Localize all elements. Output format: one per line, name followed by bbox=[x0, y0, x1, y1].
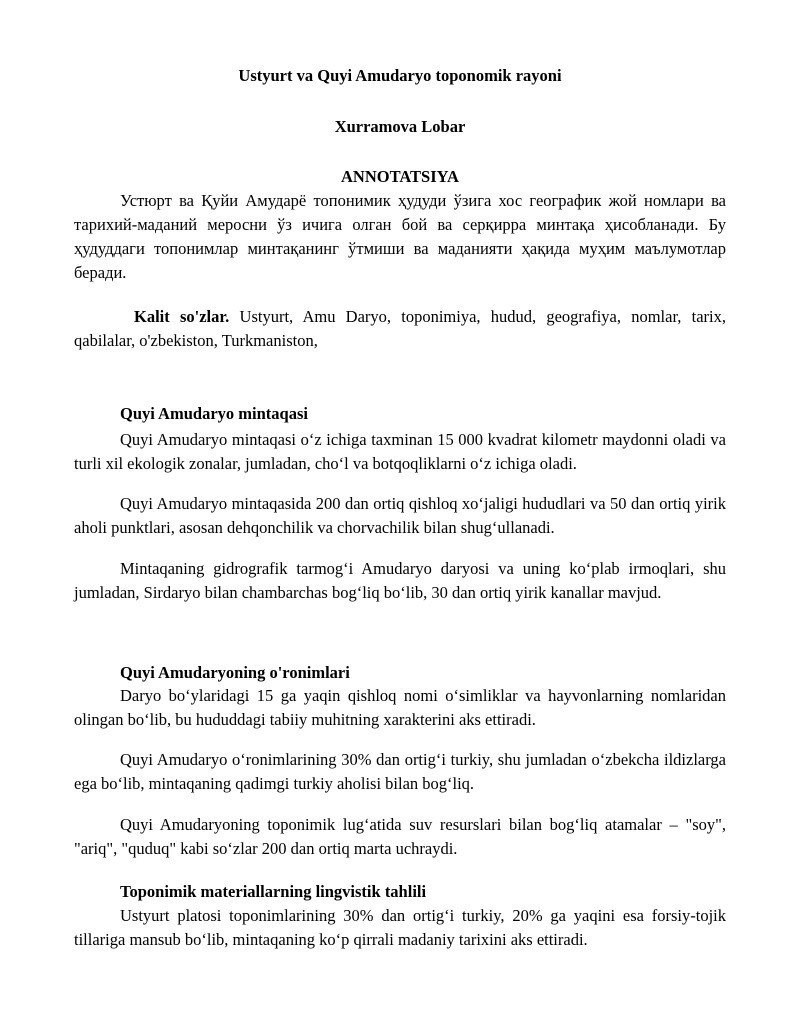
paragraph: Ustyurt platosi toponimlarining 30% dan ortig‘i turkiy, 20% ga yaqini esa forsiy-tojik tillariga mansub bo‘lib, mintaqaning ko‘p qirrali madaniy tarixini aks ettiradi. bbox=[74, 906, 726, 949]
section-heading: Toponimik materiallarning lingvistik tahlili bbox=[120, 882, 427, 901]
paragraph: Mintaqaning gidrografik tarmog‘i Amudaryo daryosi va uning ko‘plab irmoqlari, shu jumladan, Sirdaryo bilan chambarchas bog‘liq bo‘lib, 30 dan ortiq yirik kanallar mavjud. bbox=[74, 559, 726, 602]
section-heading: Quyi Amudaryo mintaqasi bbox=[120, 404, 308, 423]
paragraph: Quyi Amudaryo o‘ronimlarining 30% dan ortig‘i turkiy, shu jumladan o‘zbekcha ildizlarga ega bo‘lib, mintaqaning qadimgi turkiy aholisi bilan bog‘liq. bbox=[74, 750, 726, 793]
paragraph: Quyi Amudaryo mintaqasi o‘z ichiga taxminan 15 000 kvadrat kilometr maydonni oladi va turli xil ekologik zonalar, jumladan, cho‘l va botqoqliklarni o‘z ichiga oladi. bbox=[74, 430, 726, 473]
abstract-heading: ANNOTATSIYA bbox=[341, 167, 459, 186]
keywords-label: Kalit so'zlar. bbox=[134, 307, 230, 326]
document-title: Ustyurt va Quyi Amudaryo toponomik rayoni bbox=[238, 66, 562, 85]
author-name: Xurramova Lobar bbox=[334, 117, 466, 136]
paragraph: Daryo bo‘ylaridagi 15 ga yaqin qishloq nomi o‘simliklar va hayvonlarning nomlaridan olingan bo‘lib, bu hududdagi tabiiy muhitning xarakterini aks ettiradi. bbox=[74, 686, 726, 729]
keywords-list: Ustyurt, Amu Daryo, toponimiya, hudud, geografiya, nomlar, tarix, qabilalar, o'zbekiston, Turkmaniston, bbox=[74, 307, 726, 350]
abstract-paragraph: Устюрт ва Қуйи Амударё топонимик ҳудуди ўзига хос географик жой номлари ва тарихий-маданий меросни ўз ичига олган бой ва серқирра минтақа ҳисобланади. Бу ҳудуддаги топонимлар минтақанинг ўтмиши ва маданияти ҳақида муҳим маълумотлар беради. bbox=[74, 191, 726, 282]
keywords-paragraph bbox=[74, 305, 726, 353]
paragraph: Quyi Amudaryo mintaqasida 200 dan ortiq qishloq xo‘jaligi hududlari va 50 dan ortiq yirik aholi punktlari, asosan dehqonchilik va chorvachilik bilan shug‘ullanadi. bbox=[74, 494, 726, 537]
section-heading: Quyi Amudaryoning o'ronimlari bbox=[120, 663, 350, 682]
paragraph: Quyi Amudaryoning toponimik lug‘atida suv resurslari bilan bog‘liq atamalar – "soy", "ariq", "quduq" kabi so‘zlar 200 dan ortiq marta uchraydi. bbox=[74, 815, 726, 858]
